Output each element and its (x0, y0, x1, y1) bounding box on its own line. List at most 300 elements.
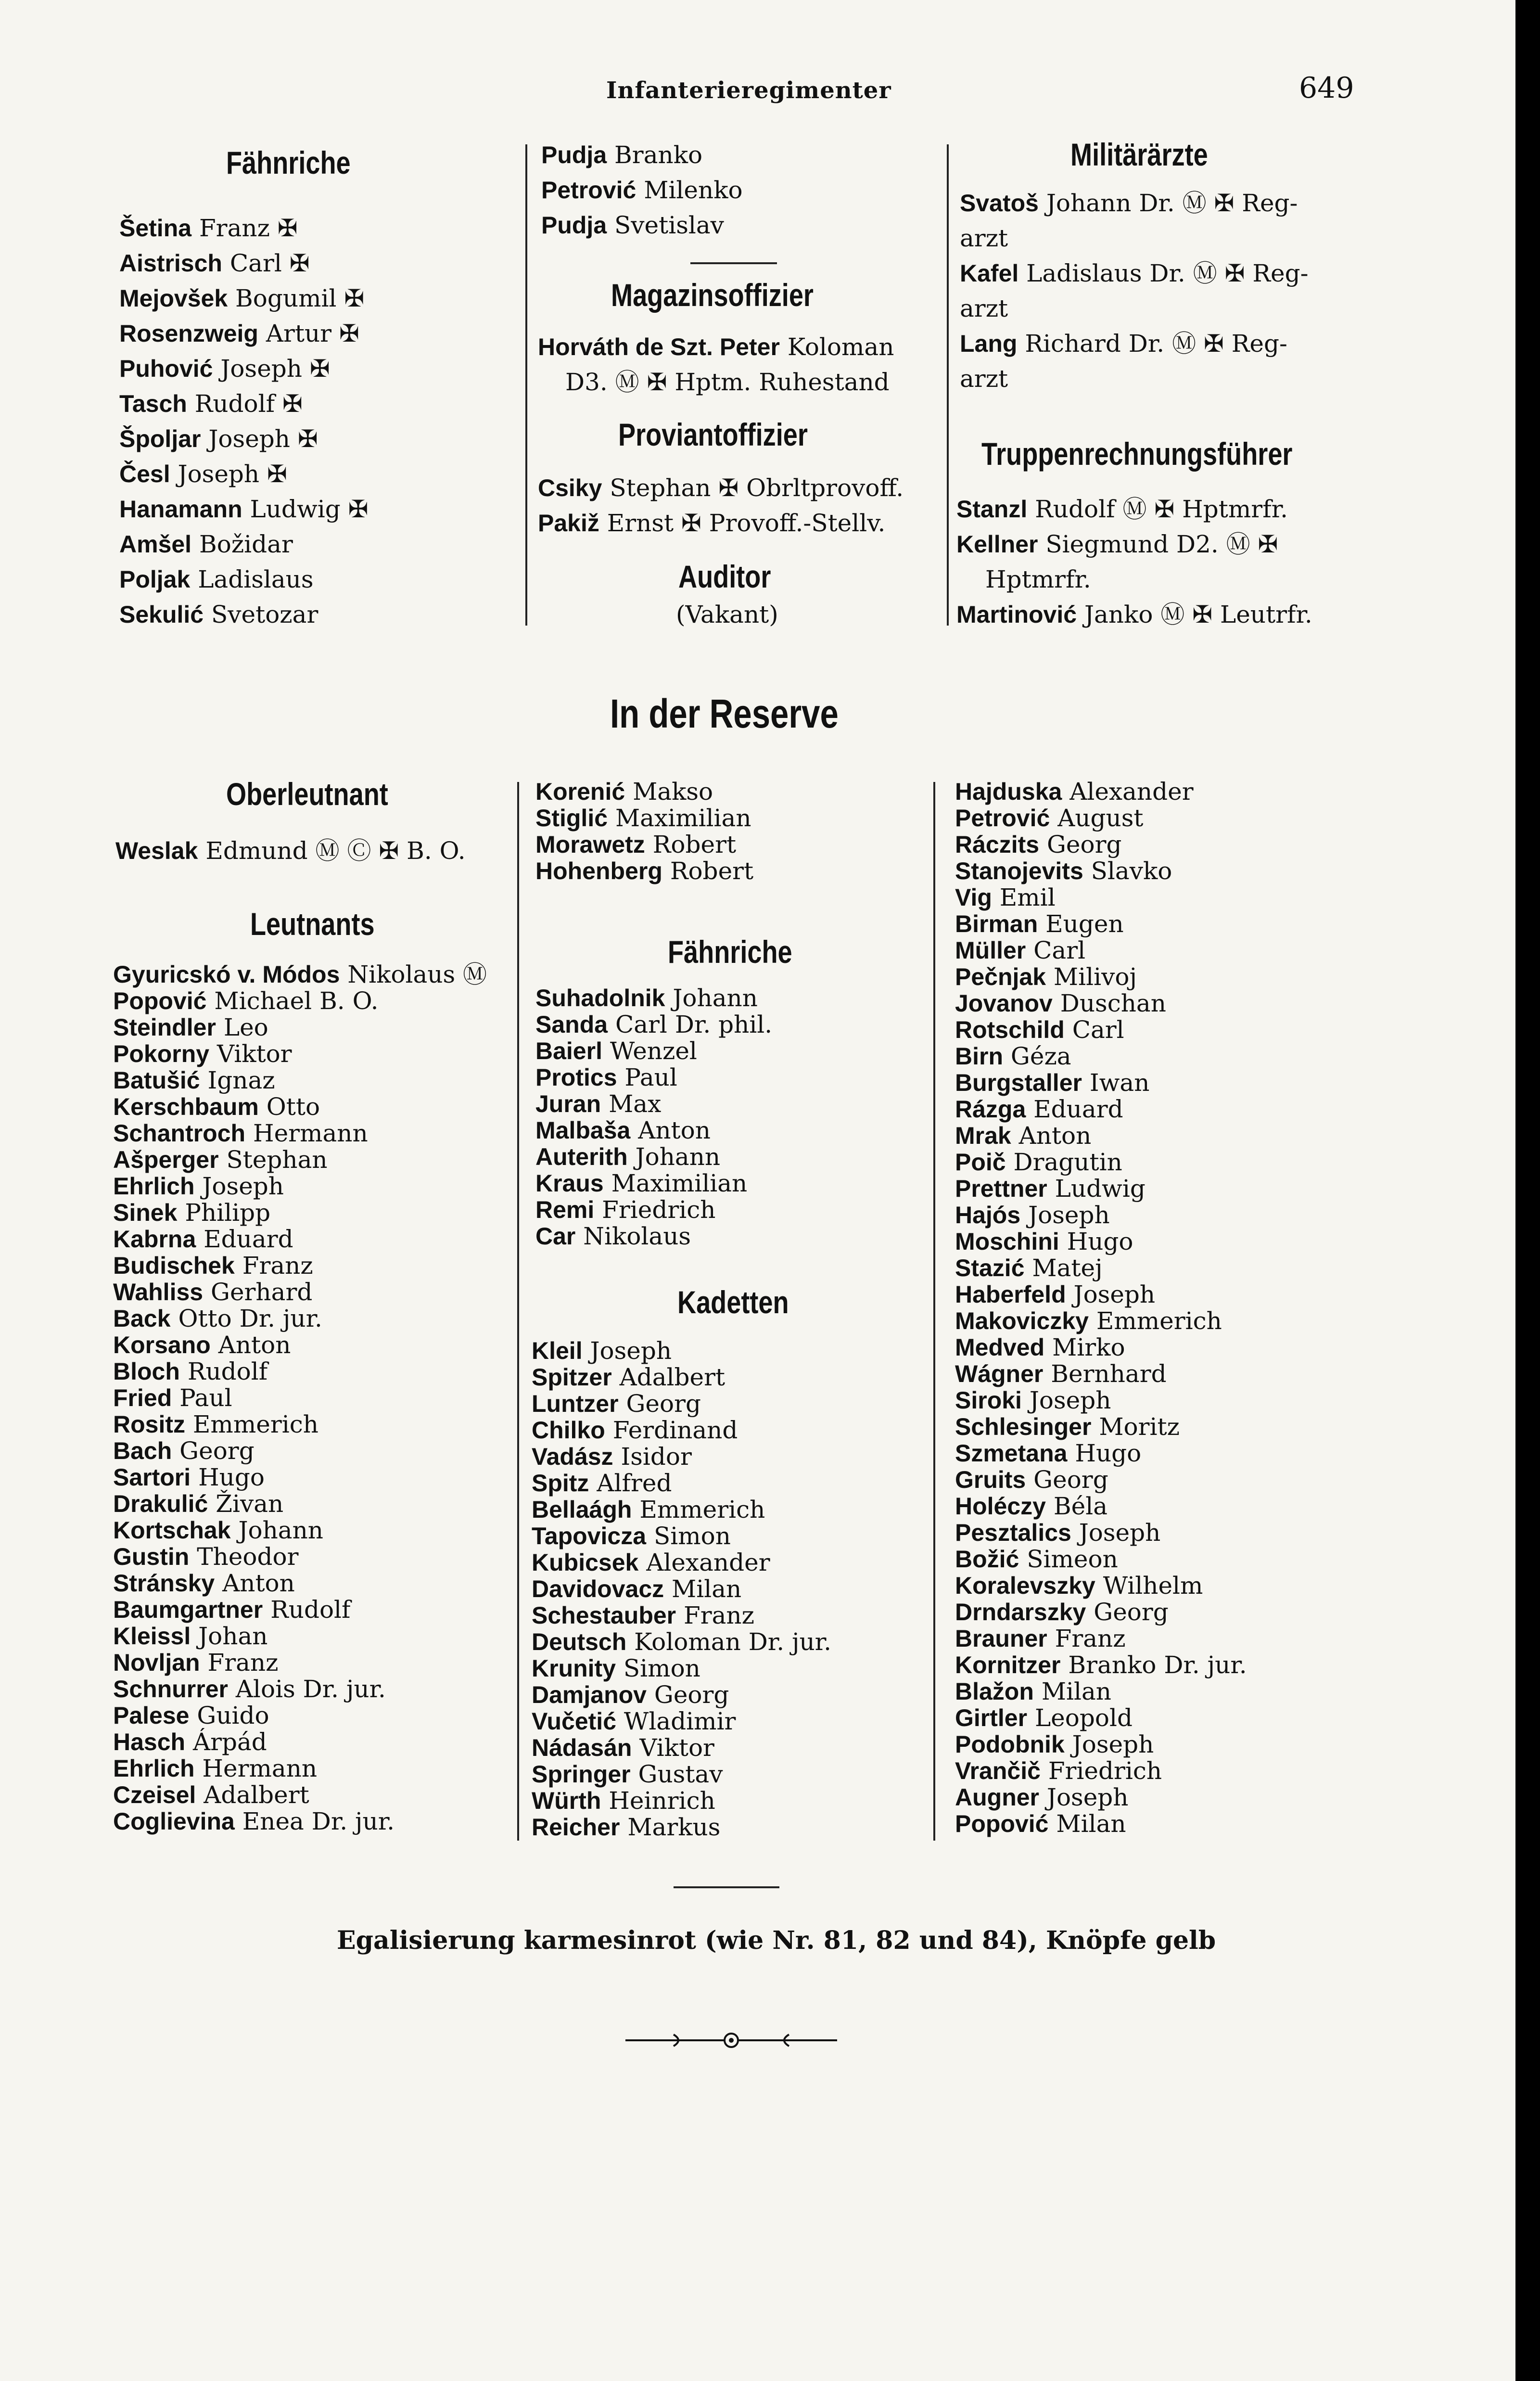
surname: Špoljar (119, 425, 201, 452)
surname: Aistrisch (119, 250, 222, 277)
surname: Jovanov (955, 990, 1053, 1017)
given-name: Adalbert (619, 1363, 725, 1391)
given-name: Alexander (1069, 778, 1194, 806)
list-item (113, 1570, 487, 1597)
surname: Wahliss (113, 1279, 204, 1306)
given-name: Guido (197, 1702, 269, 1729)
list-item (955, 1731, 1247, 1758)
list-item (955, 1387, 1247, 1414)
column-rule (517, 782, 519, 1841)
surname: Lang (960, 330, 1018, 357)
list-item (119, 527, 369, 562)
column-rule (933, 782, 935, 1841)
oberleutnant-entry (115, 833, 466, 869)
surname: Kortschak (113, 1517, 231, 1544)
list-item (955, 1070, 1247, 1096)
given-name: Rudolf ✠ (194, 390, 303, 418)
surname: Davidovacz (532, 1575, 664, 1602)
given-name: Koloman Dr. jur. (634, 1628, 831, 1656)
given-name: August (1057, 804, 1144, 832)
surname: Makoviczky (955, 1307, 1089, 1334)
surname: Prettner (955, 1175, 1047, 1202)
list-item (532, 1470, 831, 1497)
list-item (956, 527, 1312, 562)
magazin-surname: Horváth de Szt. Peter (538, 333, 780, 360)
given-name: Friedrich (602, 1196, 716, 1224)
surname: Vučetić (532, 1708, 617, 1735)
given-name: Gerhard (211, 1278, 313, 1306)
given-name: Anton (1018, 1122, 1092, 1150)
list-item (113, 1332, 487, 1358)
surname: Deutsch (532, 1628, 627, 1655)
surname: Brauner (955, 1625, 1047, 1652)
given-name: Franz (1055, 1625, 1126, 1652)
surname: Bloch (113, 1358, 180, 1385)
surname: Back (113, 1305, 171, 1332)
surname: Mrak (955, 1122, 1011, 1149)
list-item (955, 1176, 1247, 1202)
page-number: 649 (1299, 71, 1354, 105)
surname: Siroki (955, 1387, 1022, 1414)
given-name: Georg (654, 1681, 729, 1709)
given-name: Alois Dr. jur. (235, 1675, 386, 1703)
given-name: Simeon (1027, 1545, 1118, 1573)
surname: Kleil (532, 1337, 583, 1364)
surname: Wágner (955, 1360, 1044, 1387)
given-name: Joseph (202, 1172, 284, 1200)
list-item (113, 1808, 487, 1835)
heading-auditor: Auditor (678, 559, 771, 594)
given-name: Georg (179, 1437, 255, 1465)
list-item (955, 1334, 1247, 1361)
surname: Martinović (956, 601, 1077, 628)
column-rule (525, 144, 527, 626)
list-item (113, 988, 487, 1014)
list-item (532, 1523, 831, 1549)
list-item (532, 1761, 831, 1788)
list-item (532, 1338, 831, 1364)
surname: Gustin (113, 1543, 190, 1570)
list-item (113, 1597, 487, 1623)
given-name: Árpád (192, 1728, 267, 1756)
surname: Puhović (119, 355, 213, 382)
list-item (956, 597, 1312, 632)
list-item (955, 1811, 1247, 1837)
surname: Spitz (532, 1470, 589, 1497)
list-item (955, 1467, 1247, 1493)
given-name: Bogumil ✠ (235, 284, 365, 312)
given-name: Emmerich (192, 1410, 318, 1438)
surname: Baierl (535, 1037, 602, 1064)
given-name: Gustav (638, 1760, 723, 1788)
given-name: Paul (179, 1384, 232, 1412)
given-name: Milan (1056, 1810, 1126, 1838)
surname: Vrančič (955, 1757, 1041, 1784)
given-name: Joseph (1046, 1783, 1129, 1811)
surname: Palese (113, 1702, 190, 1729)
given-name: Carl (1072, 1016, 1124, 1044)
list-item (113, 1703, 487, 1729)
given-name: Enea Dr. jur. (242, 1807, 395, 1835)
list-item (535, 805, 753, 832)
surname: Tapovicza (532, 1523, 647, 1549)
list-item (113, 1491, 487, 1517)
list-item-continuation: arzt (960, 294, 1008, 322)
list-item (538, 471, 904, 506)
given-name: Markus (627, 1813, 721, 1841)
given-name: Ernst ✠ Provoff.-Stellv. (607, 509, 886, 537)
list-item (113, 1200, 487, 1226)
surname: Chilko (532, 1417, 605, 1444)
surname: Hajduska (955, 778, 1062, 805)
list-item (955, 1546, 1247, 1573)
given-name: Viktor (639, 1734, 714, 1762)
surname: Remi (535, 1196, 595, 1223)
surname: Hajós (955, 1202, 1021, 1229)
list-item (119, 386, 369, 422)
magazin-entry-line2: D3. Ⓜ ✠ Hptm. Ruhestand (565, 368, 890, 396)
given-name: Anton (638, 1116, 711, 1144)
heading-militaeraerzte: Militärärzte (1070, 137, 1208, 172)
surname: Morawetz (535, 831, 645, 858)
list-item (119, 211, 369, 246)
list-item (955, 1758, 1247, 1784)
magazin-given: Koloman (787, 333, 894, 361)
surname: Božić (955, 1546, 1019, 1573)
list-item (955, 1043, 1247, 1070)
given-name: Stephan (226, 1146, 328, 1174)
scan-edge (1515, 0, 1540, 2381)
surname: Blažon (955, 1678, 1034, 1705)
given-name: Maximilian (615, 804, 751, 832)
list-item (119, 597, 369, 632)
surname: Bellaágh (532, 1496, 632, 1523)
surname: Rotschild (955, 1016, 1065, 1043)
surname: Rázga (955, 1096, 1026, 1123)
surname: Stazić (955, 1255, 1025, 1281)
surname: Auterith (535, 1143, 628, 1170)
surname: Reicher (532, 1814, 620, 1841)
column-rule (947, 144, 949, 626)
surname: Fried (113, 1384, 172, 1411)
surname: Podobnik (955, 1731, 1065, 1758)
given-name: Johann Dr. Ⓜ ✠ Reg- (1046, 189, 1298, 217)
given-name: Slavko (1091, 857, 1172, 885)
ornament (625, 2031, 837, 2052)
list-item (113, 1014, 487, 1041)
list-item (119, 351, 369, 386)
surname: Steindler (113, 1014, 216, 1041)
list-item (113, 1676, 487, 1703)
list-item (119, 457, 369, 492)
list-item (955, 1229, 1247, 1255)
surname: Krunity (532, 1655, 616, 1682)
list-item (532, 1735, 831, 1761)
surname: Sanda (535, 1011, 608, 1038)
surname: Pokorny (113, 1040, 210, 1067)
surname: Ehrlich (113, 1173, 195, 1200)
surname: Sekulić (119, 601, 204, 628)
given-name: Wenzel (610, 1037, 697, 1065)
list-item (532, 1629, 831, 1655)
list-item (532, 1549, 831, 1576)
given-name: Leo (223, 1013, 268, 1041)
given-name: Eduard (1033, 1095, 1123, 1123)
given-name: Nikolaus (583, 1222, 691, 1250)
surname: Müller (955, 937, 1026, 964)
list-item (532, 1708, 831, 1735)
given-name: Dragutin (1013, 1148, 1122, 1176)
heading-magazinsoffizier: Magazinsoffizier (611, 277, 814, 313)
given-name: Milenko (644, 176, 743, 204)
list-item (113, 1464, 487, 1491)
surname: Novljan (113, 1649, 200, 1676)
given-name: Viktor (216, 1040, 292, 1068)
list-item (955, 805, 1247, 832)
surname: Girtler (955, 1704, 1028, 1731)
given-name: Carl Dr. phil. (615, 1011, 773, 1038)
list-item (113, 1306, 487, 1332)
list-item (955, 1255, 1247, 1281)
given-name: Johann (238, 1516, 323, 1544)
given-name: Emmerich (639, 1496, 765, 1523)
surname: Ašperger (113, 1146, 219, 1173)
list-item (119, 281, 369, 316)
list-item (535, 1064, 772, 1091)
given-name: Simon (653, 1522, 731, 1550)
list-item (955, 832, 1247, 858)
surname: Haberfeld (955, 1281, 1066, 1308)
given-name: Joseph (1073, 1280, 1156, 1308)
list-item (113, 1782, 487, 1808)
surname: Luntzer (532, 1390, 619, 1417)
list-item (113, 1147, 487, 1173)
surname: Kleissl (113, 1623, 191, 1650)
given-name: Artur ✠ (266, 320, 359, 347)
list-item (955, 1440, 1247, 1467)
list-item (535, 858, 753, 884)
list-item (532, 1655, 831, 1682)
given-name: Joseph ✠ (178, 460, 287, 488)
given-name: Emmerich (1096, 1307, 1222, 1335)
given-name: Adalbert (204, 1781, 309, 1809)
surname: Budischek (113, 1252, 235, 1279)
surname: Česl (119, 461, 170, 487)
given-name: Edmund Ⓜ Ⓒ ✠ B. O. (205, 837, 466, 865)
list-item (119, 562, 369, 597)
given-name: Duschan (1060, 989, 1166, 1017)
surname: Czeisel (113, 1781, 196, 1808)
list-item (955, 937, 1247, 964)
surname: Coglievina (113, 1808, 235, 1835)
given-name: Moritz (1099, 1413, 1180, 1441)
surname: Kabrna (113, 1226, 196, 1253)
surname: Car (535, 1223, 576, 1250)
given-name: Joseph ✠ (208, 425, 318, 453)
given-name: Ludwig (1055, 1175, 1145, 1203)
surname: Medved (955, 1334, 1045, 1361)
surname: Bach (113, 1437, 172, 1464)
given-name: Makso (633, 778, 713, 806)
auditor-note: (Vakant) (676, 601, 778, 628)
surname: Szmetana (955, 1440, 1068, 1467)
surname: Damjanov (532, 1681, 647, 1708)
list-item (119, 492, 369, 527)
given-name: Milan (672, 1575, 742, 1603)
list-item (955, 1493, 1247, 1520)
list-item (119, 422, 369, 457)
list-item (113, 1729, 487, 1755)
list-item (955, 1573, 1247, 1599)
list-item (113, 1755, 487, 1782)
given-name: Joseph (1072, 1730, 1154, 1758)
surname: Augner (955, 1784, 1039, 1811)
list-item (955, 964, 1247, 990)
list-item (955, 1308, 1247, 1334)
list-item (113, 1438, 487, 1464)
list-item (538, 506, 904, 541)
reserve-right-list (955, 779, 1247, 1837)
surname: Kornitzer (955, 1651, 1061, 1678)
heading-oberleutnant: Oberleutnant (226, 776, 388, 812)
surname: Kellner (956, 531, 1038, 558)
given-name: Ignaz (207, 1066, 275, 1094)
list-item (955, 884, 1247, 911)
heading-truppenrechnungsfuehrer: Truppenrechnungsführer (981, 436, 1293, 472)
given-name: Franz (207, 1649, 279, 1677)
given-name: Philipp (185, 1199, 271, 1227)
surname: Schnurrer (113, 1676, 228, 1703)
list-item (532, 1417, 831, 1444)
surname: Suhadolnik (535, 985, 665, 1011)
given-name: Alexander (646, 1549, 770, 1576)
given-name: Carl ✠ (229, 249, 310, 277)
surname: Rositz (113, 1411, 185, 1438)
surname: Burgstaller (955, 1069, 1082, 1096)
egalisierung-note: Egalisierung karmesinrot (wie Nr. 81, 82 und 84), Knöpfe gelb (337, 1926, 1216, 1955)
given-name: Branko (614, 141, 703, 169)
surname: Popović (113, 987, 207, 1014)
surname: Kraus (535, 1170, 604, 1197)
given-name: Franz (684, 1601, 754, 1629)
list-item (113, 1041, 487, 1067)
list-item (113, 1385, 487, 1411)
list-item (955, 858, 1247, 884)
list-item (113, 961, 487, 988)
given-name: Rudolf (270, 1596, 351, 1624)
list-item (955, 1414, 1247, 1440)
surname: Stanojevits (955, 858, 1083, 884)
list-item (113, 1517, 487, 1544)
surname: Ehrlich (113, 1755, 195, 1782)
surname: Birn (955, 1043, 1003, 1070)
given-name: Alfred (597, 1469, 672, 1497)
list-item (960, 256, 1309, 291)
surname: Popović (955, 1810, 1049, 1837)
given-name: Joseph (590, 1337, 672, 1365)
given-name: Maximilian (611, 1169, 748, 1197)
heading-faehnriche-reserve: Fähnriche (668, 934, 792, 970)
list-item-continuation: arzt (960, 365, 1008, 393)
given-name: Johan (198, 1622, 268, 1650)
list-item (955, 1281, 1247, 1308)
given-name: Joseph ✠ (220, 355, 330, 383)
surname: Gyuricskó v. Módos (113, 961, 340, 988)
list-item (541, 208, 743, 243)
surname: Juran (535, 1090, 601, 1117)
given-name: Nikolaus Ⓜ (347, 960, 487, 988)
surname: Hasch (113, 1728, 186, 1755)
list-item (955, 1626, 1247, 1652)
list-item-continuation: arzt (960, 224, 1008, 252)
list-item (113, 1650, 487, 1676)
list-item (955, 1784, 1247, 1811)
given-name: Otto (266, 1093, 320, 1121)
given-name: Rudolf Ⓜ ✠ Hptmrfr. (1035, 495, 1288, 523)
list-item (113, 1120, 487, 1147)
surname: Pudja (541, 212, 607, 239)
given-name: Milan (1041, 1677, 1112, 1705)
surname: Schantroch (113, 1120, 246, 1147)
list-item (955, 1705, 1247, 1731)
list-item (955, 1123, 1247, 1149)
list-item (532, 1576, 831, 1602)
surname: Birman (955, 910, 1038, 937)
list-item (532, 1814, 831, 1841)
surname: Pakiž (538, 510, 599, 537)
given-name: Bernhard (1051, 1360, 1167, 1388)
given-name: Isidor (621, 1443, 692, 1471)
surname: Kerschbaum (113, 1093, 259, 1120)
given-name: Friedrich (1048, 1757, 1162, 1785)
given-name: Géza (1010, 1042, 1071, 1070)
given-name: Johann (635, 1143, 721, 1171)
given-name: Georg (1046, 831, 1122, 858)
given-name: Hugo (1075, 1439, 1142, 1467)
given-name: Božidar (199, 530, 293, 558)
list-item (532, 1444, 831, 1470)
surname: Batušić (113, 1067, 200, 1094)
closing-rule (674, 1886, 779, 1888)
given-name: Emil (999, 883, 1056, 911)
given-name: Svetozar (211, 601, 318, 628)
proviant-list (538, 471, 904, 541)
list-item (535, 1223, 772, 1250)
list-item (955, 1652, 1247, 1678)
given-name: Mirko (1052, 1333, 1125, 1361)
given-name: Franz (242, 1252, 313, 1280)
surname: Drakulić (113, 1490, 208, 1517)
list-item (955, 1361, 1247, 1387)
surname: Koralevszky (955, 1572, 1095, 1599)
surname: Petrović (541, 177, 636, 204)
surname: Šetina (119, 215, 192, 242)
list-item (535, 1197, 772, 1223)
given-name: Max (609, 1090, 662, 1118)
given-name: Johann (673, 984, 758, 1012)
top-middle-list (541, 138, 743, 243)
surname: Rosenzweig (119, 320, 258, 347)
given-name: Wilhelm (1103, 1572, 1203, 1600)
given-name: Matej (1032, 1254, 1103, 1282)
faehnriche-list (119, 211, 369, 632)
given-name: Hugo (198, 1463, 265, 1491)
surname: Drndarszky (955, 1599, 1086, 1626)
given-name: Michael B. O. (214, 987, 379, 1015)
surname: Vadász (532, 1443, 613, 1470)
list-item (113, 1279, 487, 1306)
list-item (532, 1497, 831, 1523)
